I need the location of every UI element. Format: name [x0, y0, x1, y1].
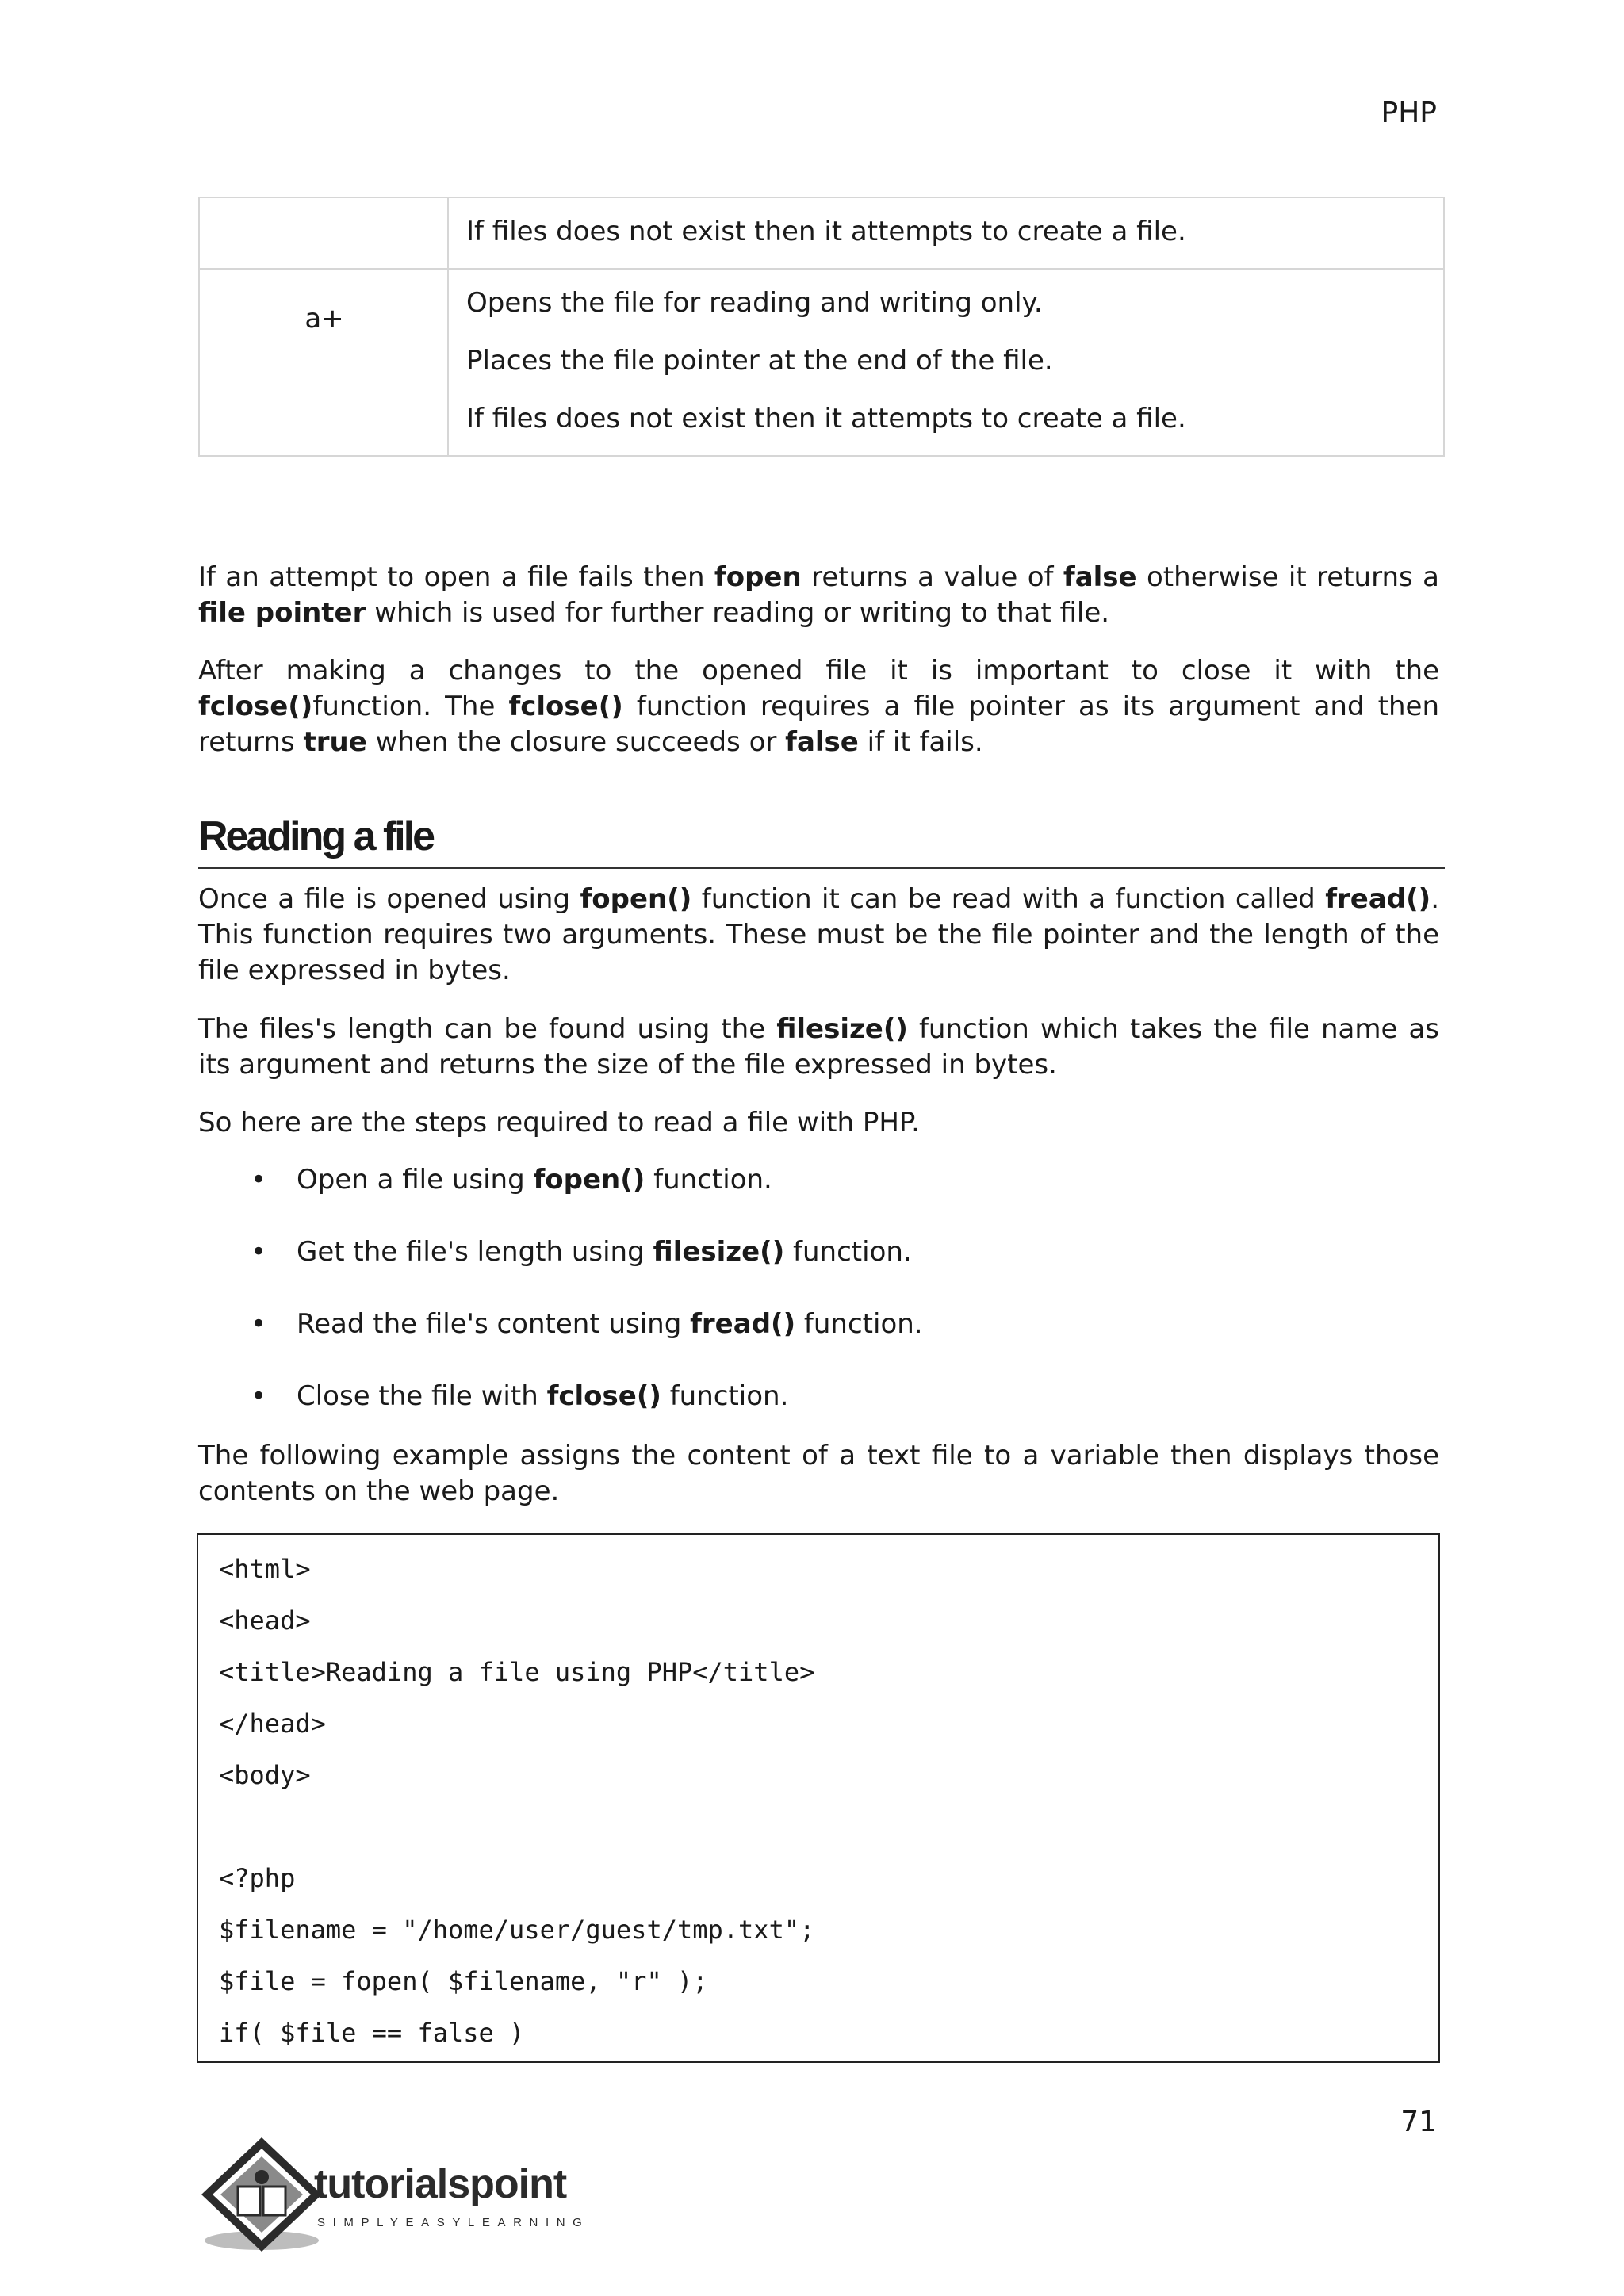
page-number: 71: [1400, 2106, 1437, 2138]
list-item: • Get the file's length using filesize() function.: [247, 1234, 923, 1307]
code-line: $filename = "/home/user/guest/tmp.txt";: [219, 1915, 815, 1945]
list-item: • Read the file's content using fread() function.: [247, 1307, 923, 1379]
description-line: If files does not exist then it attempts to create a file.: [466, 403, 1186, 434]
code-line: $file = fopen( $filename, "r" );: [219, 1966, 708, 1996]
bullet-icon: •: [251, 1164, 267, 1196]
table-row: [199, 269, 1444, 456]
code-line: <body>: [219, 1760, 311, 1790]
code-line: <?php: [219, 1863, 296, 1893]
code-line: </head>: [219, 1709, 326, 1739]
paragraph-filesize: The files's length can be found using the filesize() function which takes the file name as its argument and returns the size of the file expressed in bytes.: [198, 1013, 1439, 1081]
bullet-icon: •: [251, 1308, 267, 1340]
paragraph-steps-intro: So here are the steps required to read a file with PHP.: [198, 1107, 920, 1138]
description-line: Opens the file for reading and writing only.: [466, 287, 1043, 319]
paragraph-fopen-result: If an attempt to open a file fails then fopen returns a value of false otherwise it returns a file pointer which is used for further reading or writing to that file.: [198, 561, 1439, 629]
running-header: PHP: [1381, 97, 1437, 129]
logo-tagline: SIMPLYEASYLEARNING: [317, 2216, 590, 2229]
description-cell: [448, 269, 1444, 456]
description-cell: [448, 197, 1444, 269]
logo-figure-head: [255, 2170, 269, 2184]
code-line: [219, 1810, 1418, 1862]
logo-book-right: [263, 2187, 285, 2215]
code-line: <head>: [219, 1605, 311, 1636]
section-heading: Reading a file: [198, 809, 1445, 869]
code-line: <html>: [219, 1554, 311, 1584]
description-line: Places the file pointer at the end of the file.: [466, 345, 1053, 377]
logo-book-left: [238, 2187, 260, 2215]
steps-list: [247, 1162, 923, 1451]
list-item: • Open a file using fopen() function.: [247, 1162, 923, 1234]
code-block: [197, 1533, 1440, 2063]
bullet-icon: •: [251, 1380, 267, 1412]
bullet-icon: •: [251, 1236, 267, 1268]
mode-cell: a+: [199, 269, 448, 456]
paragraph-example-intro: The following example assigns the content of a text file to a variable then displays those contents on the web page.: [198, 1440, 1439, 1507]
code-line: <title>Reading a file using PHP</title>: [219, 1657, 815, 1687]
tutorialspoint-logo: [197, 2133, 609, 2260]
paragraph-fclose: After making a changes to the opened file it is important to close it with the fclose()function. The fclose() function requires a file pointer as its argument and then returns true when the closure succeeds or false if it fails.: [198, 655, 1439, 758]
list-item: • Close the file with fclose() function.: [247, 1379, 923, 1451]
logo-wordmark: tutorialspoint: [314, 2161, 567, 2207]
description-line: If files does not exist then it attempts to create a file.: [466, 216, 1186, 247]
paragraph-fread: Once a file is opened using fopen() function it can be read with a function called fread(). This function requires two arguments. These must be the file pointer and the length of the file expressed in bytes.: [198, 883, 1439, 986]
code-line: if( $file == false ): [219, 2018, 525, 2048]
mode-cell: [199, 197, 448, 269]
file-mode-table: [198, 197, 1445, 457]
table-row: [199, 197, 1444, 269]
